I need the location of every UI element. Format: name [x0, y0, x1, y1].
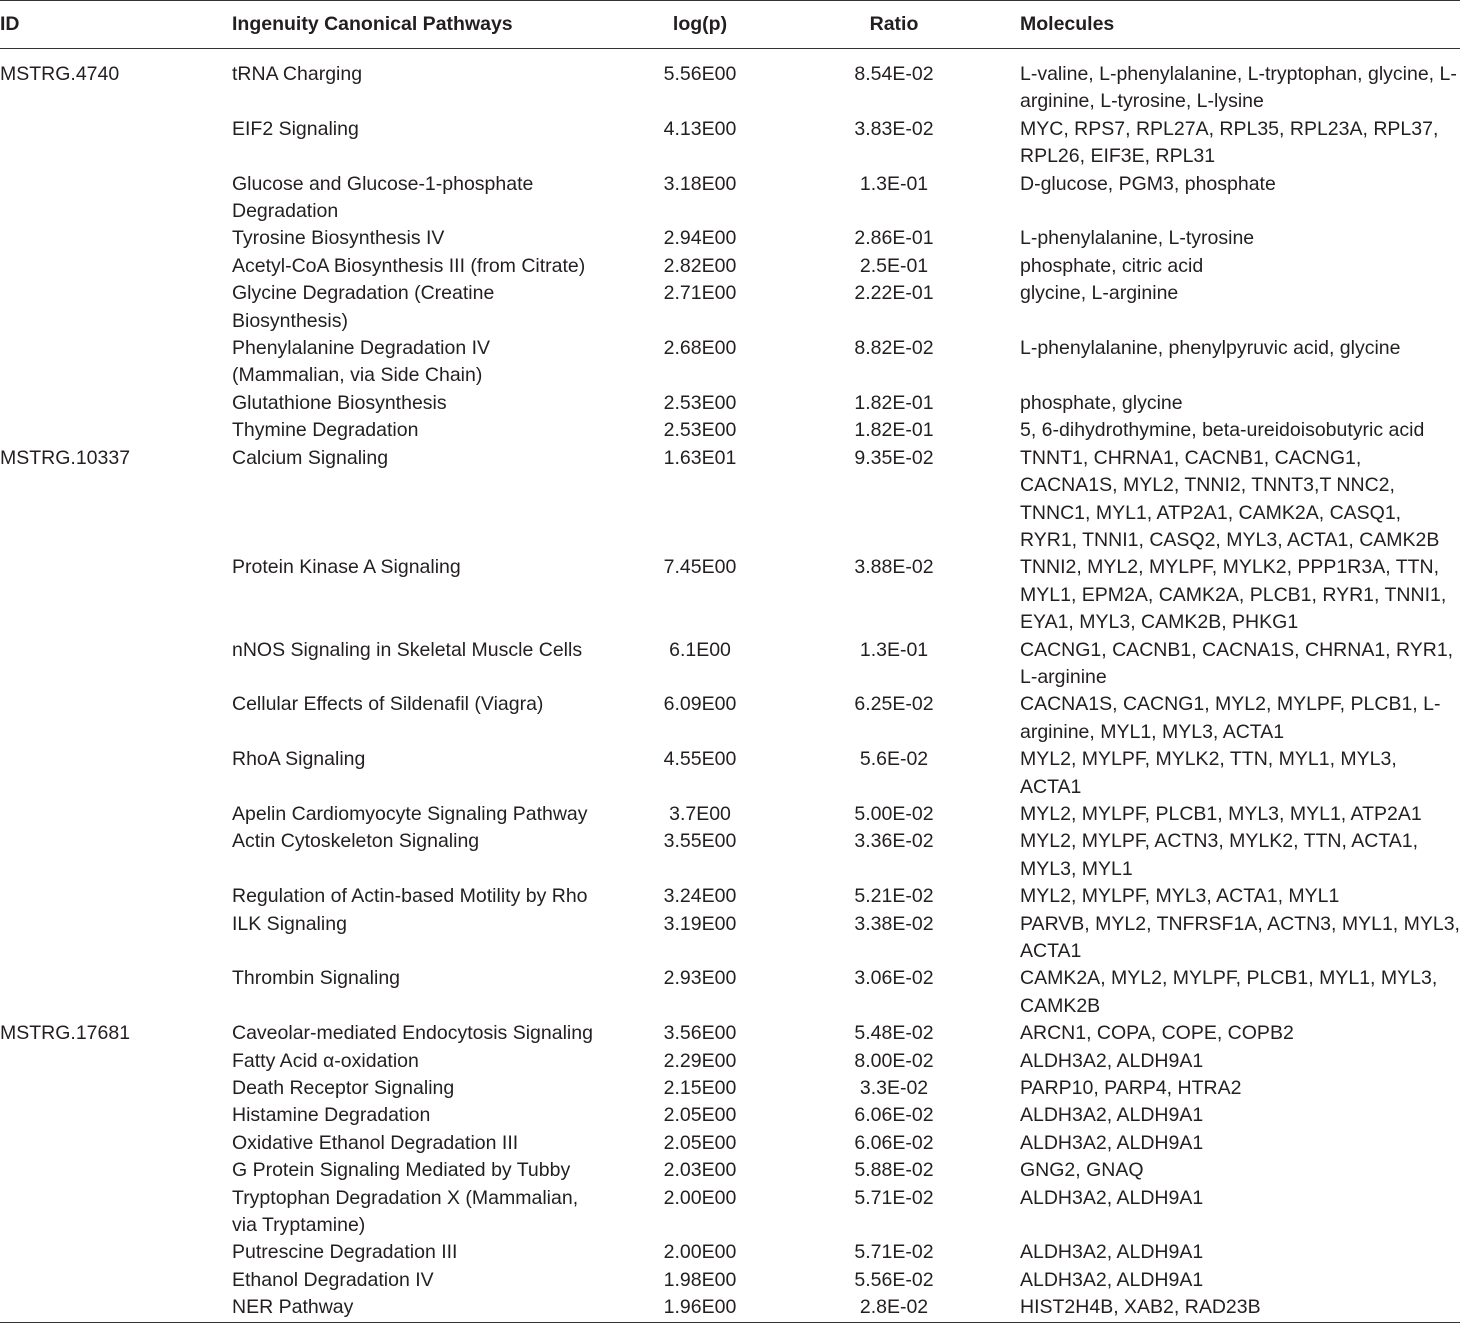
cell-ratio: 5.00E-02	[854, 802, 934, 825]
cell-ratio: 3.06E-02	[854, 967, 934, 990]
cell-ratio: 1.82E-01	[854, 419, 934, 442]
cell-molecules: phosphate, glycine	[1020, 391, 1183, 414]
cell-logp: 2.15E00	[663, 1077, 737, 1100]
cell-pathway: Thrombin Signaling	[232, 967, 401, 990]
cell-molecules: ALDH3A2, ALDH9A1	[1020, 1268, 1204, 1291]
table-row	[0, 1048, 1460, 1075]
cell-molecules: TNNT1, CHRNA1, CACNB1, CACNG1, CACNA1S, MYL2, TNNI2, TNNT3,T NNC2, TNNC1, MYL1, ATP2A1, CAMK2A, CASQ1, RYR1, TNNI1, CASQ2, MYL3, ACTA1, CAMK2B	[1020, 446, 1440, 551]
cell-logp: 3.18E00	[663, 172, 737, 195]
cell-molecules: L-phenylalanine, L-tyrosine	[1020, 227, 1255, 250]
cell-pathway: Calcium Signaling	[232, 446, 389, 469]
cell-id	[0, 1048, 232, 1075]
cell-logp: 2.53E00	[663, 419, 737, 442]
cell-id	[0, 1185, 232, 1240]
cell-logp: 4.13E00	[663, 117, 737, 140]
cell-pathway: Glucose and Glucose-1-phosphate Degradation	[232, 172, 534, 223]
table-row	[0, 883, 1460, 910]
cell-logp: 7.45E00	[663, 556, 737, 579]
cell-molecules: HIST2H4B, XAB2, RAD23B	[1020, 1296, 1261, 1319]
cell-ratio: 1.3E-01	[859, 172, 929, 195]
cell-id	[0, 253, 232, 280]
cell-id	[0, 637, 232, 692]
cell-logp: 2.71E00	[663, 282, 737, 305]
cell-ratio: 3.3E-02	[859, 1077, 929, 1100]
cell-id	[0, 1294, 232, 1322]
cell-logp: 1.98E00	[663, 1268, 737, 1291]
cell-logp: 4.55E00	[663, 748, 737, 771]
cell-id	[0, 417, 232, 444]
cell-id	[0, 390, 232, 417]
header-pathway: Ingenuity Canonical Pathways	[232, 13, 513, 35]
cell-pathway: Tyrosine Biosynthesis IV	[232, 227, 445, 250]
cell-id	[0, 554, 232, 636]
cell-molecules: MYL2, MYLPF, PLCB1, MYL3, MYL1, ATP2A1	[1020, 802, 1422, 825]
cell-logp: 2.93E00	[663, 967, 737, 990]
cell-ratio: 3.83E-02	[854, 117, 934, 140]
cell-ratio: 8.54E-02	[854, 63, 934, 85]
cell-molecules: MYC, RPS7, RPL27A, RPL35, RPL23A, RPL37, RPL26, EIF3E, RPL31	[1020, 117, 1439, 168]
cell-ratio: 9.35E-02	[854, 446, 934, 469]
table-row	[0, 691, 1460, 746]
cell-id	[0, 335, 232, 390]
table-row	[0, 1185, 1460, 1240]
cell-pathway: EIF2 Signaling	[232, 117, 359, 140]
cell-molecules: L-phenylalanine, phenylpyruvic acid, glycine	[1020, 337, 1401, 360]
table-row	[0, 253, 1460, 280]
table-row	[0, 225, 1460, 252]
cell-pathway: Phenylalanine Degradation IV (Mammalian, via Side Chain)	[232, 337, 491, 387]
table-row	[0, 746, 1460, 801]
cell-id: MSTRG.10337	[0, 446, 131, 469]
table-row	[0, 965, 1460, 1020]
cell-molecules: GNG2, GNAQ	[1020, 1159, 1144, 1182]
cell-logp: 2.53E00	[663, 391, 737, 414]
cell-pathway: Actin Cytoskeleton Signaling	[232, 830, 480, 853]
cell-molecules: glycine, L-arginine	[1020, 282, 1179, 305]
header-ratio: Ratio	[869, 13, 919, 35]
cell-pathway: tRNA Charging	[232, 63, 363, 85]
cell-logp: 2.94E00	[663, 227, 737, 250]
cell-pathway: Glycine Degradation (Creatine Biosynthesis)	[232, 282, 495, 332]
cell-molecules: D-glucose, PGM3, phosphate	[1020, 172, 1276, 195]
table-row	[0, 828, 1460, 883]
table-header	[0, 1, 1460, 49]
cell-id	[0, 828, 232, 883]
cell-pathway: RhoA Signaling	[232, 748, 366, 771]
cell-pathway: Fatty Acid α-oxidation	[232, 1049, 419, 1072]
cell-id	[0, 1130, 232, 1157]
cell-molecules: phosphate, citric acid	[1020, 254, 1204, 277]
cell-molecules: ARCN1, COPA, COPE, COPB2	[1020, 1022, 1294, 1045]
cell-molecules: ALDH3A2, ALDH9A1	[1020, 1131, 1204, 1154]
cell-id	[0, 1102, 232, 1129]
cell-molecules: MYL2, MYLPF, ACTN3, MYLK2, TTN, ACTA1, MYL3, MYL1	[1020, 830, 1419, 880]
table-row	[0, 1294, 1460, 1322]
cell-molecules: L-valine, L-phenylalanine, L-tryptophan, glycine, L-arginine, L-tyrosine, L-lysine	[1020, 63, 1457, 113]
cell-pathway: Caveolar-mediated Endocytosis Signaling	[232, 1022, 593, 1045]
cell-pathway: ILK Signaling	[232, 912, 347, 935]
cell-molecules: MYL2, MYLPF, MYLK2, TTN, MYL1, MYL3, ACTA1	[1020, 748, 1397, 798]
cell-logp: 2.29E00	[663, 1049, 737, 1072]
table-row	[0, 417, 1460, 444]
table-row	[0, 1075, 1460, 1102]
cell-molecules: ALDH3A2, ALDH9A1	[1020, 1049, 1204, 1072]
cell-logp: 3.55E00	[663, 830, 737, 853]
cell-logp: 2.68E00	[663, 337, 737, 360]
cell-pathway: nNOS Signaling in Skeletal Muscle Cells	[232, 638, 583, 661]
cell-id	[0, 1239, 232, 1266]
cell-molecules: CAMK2A, MYL2, MYLPF, PLCB1, MYL1, MYL3, CAMK2B	[1020, 967, 1438, 1017]
cell-logp: 6.09E00	[663, 693, 737, 716]
cell-ratio: 2.8E-02	[859, 1296, 929, 1319]
cell-pathway: Regulation of Actin-based Motility by Rho	[232, 885, 588, 908]
table-row	[0, 445, 1460, 555]
table-row	[0, 1020, 1460, 1047]
cell-ratio: 6.06E-02	[854, 1104, 934, 1127]
header-row	[0, 1, 1460, 49]
cell-logp: 2.03E00	[663, 1159, 737, 1182]
cell-ratio: 8.00E-02	[854, 1049, 934, 1072]
cell-logp: 1.96E00	[663, 1296, 737, 1319]
table-row	[0, 1267, 1460, 1294]
cell-logp: 2.00E00	[663, 1186, 737, 1209]
cell-ratio: 5.88E-02	[854, 1159, 934, 1182]
cell-id	[0, 225, 232, 252]
cell-pathway: Acetyl-CoA Biosynthesis III (from Citrate)	[232, 254, 586, 277]
table-row	[0, 1130, 1460, 1157]
cell-id	[0, 1075, 232, 1102]
cell-id: MSTRG.4740	[0, 63, 120, 85]
table-row	[0, 171, 1460, 226]
cell-id	[0, 280, 232, 335]
cell-molecules: TNNI2, MYL2, MYLPF, MYLK2, PPP1R3A, TTN, MYL1, EPM2A, CAMK2A, PLCB1, RYR1, TNNI1, EYA1, MYL3, CAMK2B, PHKG1	[1020, 556, 1447, 634]
cell-ratio: 3.88E-02	[854, 556, 934, 579]
cell-id	[0, 691, 232, 746]
cell-ratio: 2.5E-01	[859, 254, 929, 277]
cell-id	[0, 746, 232, 801]
cell-pathway: G Protein Signaling Mediated by Tubby	[232, 1159, 571, 1182]
cell-ratio: 6.25E-02	[854, 693, 934, 716]
cell-molecules: CACNA1S, CACNG1, MYL2, MYLPF, PLCB1, L-arginine, MYL1, MYL3, ACTA1	[1020, 693, 1441, 743]
cell-logp: 3.24E00	[663, 885, 737, 908]
cell-molecules: PARP10, PARP4, HTRA2	[1020, 1077, 1242, 1100]
cell-pathway: Cellular Effects of Sildenafil (Viagra)	[232, 693, 544, 716]
cell-pathway: Putrescine Degradation III	[232, 1241, 458, 1264]
cell-pathway: Tryptophan Degradation X (Mammalian, via Tryptamine)	[232, 1186, 579, 1237]
cell-pathway: Ethanol Degradation IV	[232, 1268, 434, 1291]
cell-id	[0, 801, 232, 828]
cell-ratio: 5.71E-02	[854, 1241, 934, 1264]
cell-logp: 2.05E00	[663, 1131, 737, 1154]
cell-pathway: Glutathione Biosynthesis	[232, 391, 447, 414]
cell-id	[0, 1157, 232, 1184]
cell-id: MSTRG.17681	[0, 1022, 131, 1045]
cell-ratio: 5.71E-02	[854, 1186, 934, 1209]
cell-ratio: 2.22E-01	[854, 282, 934, 305]
cell-logp: 5.56E00	[663, 63, 737, 85]
table-row	[0, 1239, 1460, 1266]
table-row	[0, 911, 1460, 966]
cell-logp: 3.19E00	[663, 912, 737, 935]
cell-pathway: Histamine Degradation	[232, 1104, 431, 1127]
cell-id	[0, 911, 232, 966]
table-row	[0, 116, 1460, 171]
table-row	[0, 554, 1460, 636]
cell-molecules: 5, 6-dihydrothymine, beta-ureidoisobutyric acid	[1020, 419, 1425, 442]
cell-ratio: 1.82E-01	[854, 391, 934, 414]
cell-ratio: 1.3E-01	[859, 638, 929, 661]
cell-molecules: MYL2, MYLPF, MYL3, ACTA1, MYL1	[1020, 885, 1340, 908]
cell-logp: 1.63E01	[663, 446, 737, 469]
table-row	[0, 49, 1460, 116]
header-id: ID	[0, 13, 20, 35]
cell-molecules: ALDH3A2, ALDH9A1	[1020, 1241, 1204, 1264]
cell-logp: 2.00E00	[663, 1241, 737, 1264]
cell-ratio: 5.21E-02	[854, 885, 934, 908]
cell-molecules: CACNG1, CACNB1, CACNA1S, CHRNA1, RYR1, L-arginine	[1020, 638, 1454, 688]
cell-id	[0, 116, 232, 171]
table-row	[0, 801, 1460, 828]
cell-id	[0, 965, 232, 1020]
cell-logp: 2.82E00	[663, 254, 737, 277]
cell-ratio: 3.38E-02	[854, 912, 934, 935]
header-logp: log(p)	[672, 13, 728, 35]
cell-ratio: 5.6E-02	[859, 748, 929, 771]
cell-molecules: PARVB, MYL2, TNFRSF1A, ACTN3, MYL1, MYL3, ACTA1	[1020, 912, 1460, 962]
cell-pathway: Death Receptor Signaling	[232, 1077, 455, 1100]
table-row	[0, 1157, 1460, 1184]
cell-logp: 6.1E00	[669, 638, 731, 661]
cell-molecules: ALDH3A2, ALDH9A1	[1020, 1186, 1204, 1209]
cell-ratio: 5.56E-02	[854, 1268, 934, 1291]
cell-ratio: 3.36E-02	[854, 830, 934, 853]
cell-logp: 3.7E00	[669, 802, 731, 825]
table-row	[0, 1102, 1460, 1129]
cell-id	[0, 1267, 232, 1294]
cell-pathway: Apelin Cardiomyocyte Signaling Pathway	[232, 802, 588, 825]
cell-ratio: 5.48E-02	[854, 1022, 934, 1045]
table-body	[0, 49, 1460, 1323]
cell-logp: 2.05E00	[663, 1104, 737, 1127]
header-molecules: Molecules	[1020, 13, 1115, 35]
table-row	[0, 637, 1460, 692]
cell-id	[0, 883, 232, 910]
cell-pathway: Thymine Degradation	[232, 419, 419, 442]
cell-pathway: NER Pathway	[232, 1296, 354, 1319]
cell-id	[0, 171, 232, 226]
cell-pathway: Oxidative Ethanol Degradation III	[232, 1131, 519, 1154]
table-row	[0, 335, 1460, 390]
cell-ratio: 6.06E-02	[854, 1131, 934, 1154]
cell-ratio: 2.86E-01	[854, 227, 934, 250]
cell-logp: 3.56E00	[663, 1022, 737, 1045]
cell-ratio: 8.82E-02	[854, 337, 934, 360]
cell-molecules: ALDH3A2, ALDH9A1	[1020, 1104, 1204, 1127]
table-row	[0, 280, 1460, 335]
table-row	[0, 390, 1460, 417]
cell-pathway: Protein Kinase A Signaling	[232, 556, 461, 579]
